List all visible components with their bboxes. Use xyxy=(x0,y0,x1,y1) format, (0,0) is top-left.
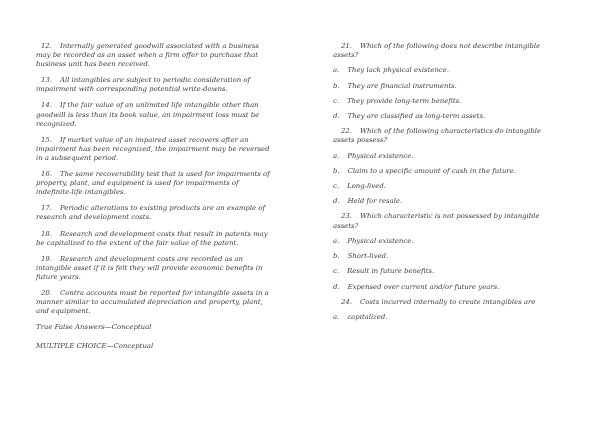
option-text: Result in future benefits. xyxy=(347,267,435,276)
answer-option-c xyxy=(333,182,558,191)
statement-number: 13. xyxy=(41,76,52,85)
left-column xyxy=(36,42,270,360)
option-text: They are financial instruments. xyxy=(347,81,457,90)
question-stem xyxy=(333,42,558,60)
option-text: Claim to a specific amount of cash in the future. xyxy=(347,166,516,175)
statement-number: 14. xyxy=(41,101,52,110)
answer-option-a xyxy=(333,66,558,75)
option-text: They are classified as long-term assets. xyxy=(347,112,486,121)
option-letter: b. xyxy=(333,252,340,261)
statement-text: Research and development costs that result in patents may be capitalized to the extent of the fair value of the patent. xyxy=(36,229,268,247)
option-text: Physical existence. xyxy=(347,236,414,245)
question-text: Costs incurred internally to create intangibles are xyxy=(359,297,536,306)
statement-17 xyxy=(36,204,270,222)
option-text: Held for resale. xyxy=(347,197,403,206)
option-text: Expensed over current and/or future years. xyxy=(347,282,500,291)
statement-15 xyxy=(36,136,270,163)
question-stem xyxy=(333,127,558,145)
answer-option-d xyxy=(333,112,558,121)
option-text: Short-lived. xyxy=(347,252,389,261)
option-text: Long-lived. xyxy=(347,182,386,191)
statement-number: 15. xyxy=(41,135,52,144)
statement-number: 17. xyxy=(41,204,52,213)
answer-option-c xyxy=(333,97,558,106)
statement-12 xyxy=(36,42,270,69)
question-number: 23. xyxy=(341,212,352,221)
statement-20 xyxy=(36,289,270,316)
statement-number: 16. xyxy=(41,170,52,179)
question-number: 24. xyxy=(341,297,352,306)
option-text: capitalized. xyxy=(347,313,388,322)
option-letter: a. xyxy=(333,66,340,75)
statement-text: Periodic alterations to existing products are an example of research and development costs. xyxy=(36,204,266,222)
option-letter: a. xyxy=(333,236,340,245)
statement-number: 19. xyxy=(41,254,52,263)
option-letter: a. xyxy=(333,151,340,160)
statement-13 xyxy=(36,76,270,94)
statement-19 xyxy=(36,255,270,282)
multiple-choice-heading: MULTIPLE CHOICE—Conceptual xyxy=(36,341,154,350)
answer-option-a xyxy=(333,152,558,161)
option-letter: d. xyxy=(333,197,340,206)
true-false-answers-heading: True False Answers—Conceptual xyxy=(36,323,152,332)
option-letter: a. xyxy=(333,313,340,322)
question-text: Which of the following characteristics do intangible assets possess? xyxy=(333,127,542,145)
option-letter: c. xyxy=(333,267,340,276)
statement-text: The same recoverability test that is used for impairments of property, plant, and equipment is used for impairments of indefinite-life intangibles. xyxy=(36,170,270,197)
question-stem xyxy=(333,212,558,230)
answer-option-b xyxy=(333,252,558,261)
answer-option-b xyxy=(333,167,558,176)
answer-option-b xyxy=(333,82,558,91)
option-letter: d. xyxy=(333,112,340,121)
answer-option-a xyxy=(333,313,558,322)
statement-text: Internally generated goodwill associated with a business may be recorded as an asset when a firm offer to purchase that business unit has been received. xyxy=(36,42,259,69)
question-text: Which characteristic is not possessed by intangible assets? xyxy=(333,212,540,230)
question-23 xyxy=(333,212,558,291)
statement-18 xyxy=(36,230,270,248)
option-text: They provide long-term benefits. xyxy=(347,96,462,105)
answer-option-a xyxy=(333,237,558,246)
question-stem xyxy=(333,298,558,307)
option-letter: b. xyxy=(333,166,340,175)
statement-text: Contra accounts must be reported for intangible assets in a manner similar to accumulated depreciation and property, plant, and equipment. xyxy=(36,288,269,316)
statement-text: If the fair value of an unlimited life intangible other than goodwill is less than its book value, an impairment loss must be recognized. xyxy=(36,101,260,128)
question-number: 21. xyxy=(341,42,352,50)
statement-16 xyxy=(36,170,270,197)
option-letter: d. xyxy=(333,282,340,291)
option-letter: b. xyxy=(333,81,340,90)
statement-number: 18. xyxy=(41,229,52,238)
right-column xyxy=(333,42,558,328)
option-text: Physical existence. xyxy=(347,151,414,160)
statement-number: 12. xyxy=(41,42,52,50)
question-21 xyxy=(333,42,558,121)
answer-option-d xyxy=(333,197,558,206)
question-24 xyxy=(333,298,558,322)
statement-text: Research and development costs are recorded as an intangible asset if it is felt they will provide economic benefits in future years. xyxy=(36,254,263,281)
option-text: They lack physical existence. xyxy=(347,66,450,75)
option-letter: c. xyxy=(333,96,340,105)
statement-text: If market value of an impaired asset recovers after an impairment has been recognized, the impairment may be reversed in a subsequent period. xyxy=(36,135,270,162)
answer-option-c xyxy=(333,267,558,276)
statement-14 xyxy=(36,101,270,128)
question-22 xyxy=(333,127,558,206)
statement-text: All intangibles are subject to periodic consideration of impairment with corresponding potential write-downs. xyxy=(36,76,251,94)
question-number: 22. xyxy=(341,127,352,136)
statement-number: 20. xyxy=(41,288,52,297)
answer-option-d xyxy=(333,283,558,292)
option-letter: c. xyxy=(333,182,340,191)
question-text: Which of the following does not describe intangible assets? xyxy=(333,42,541,60)
